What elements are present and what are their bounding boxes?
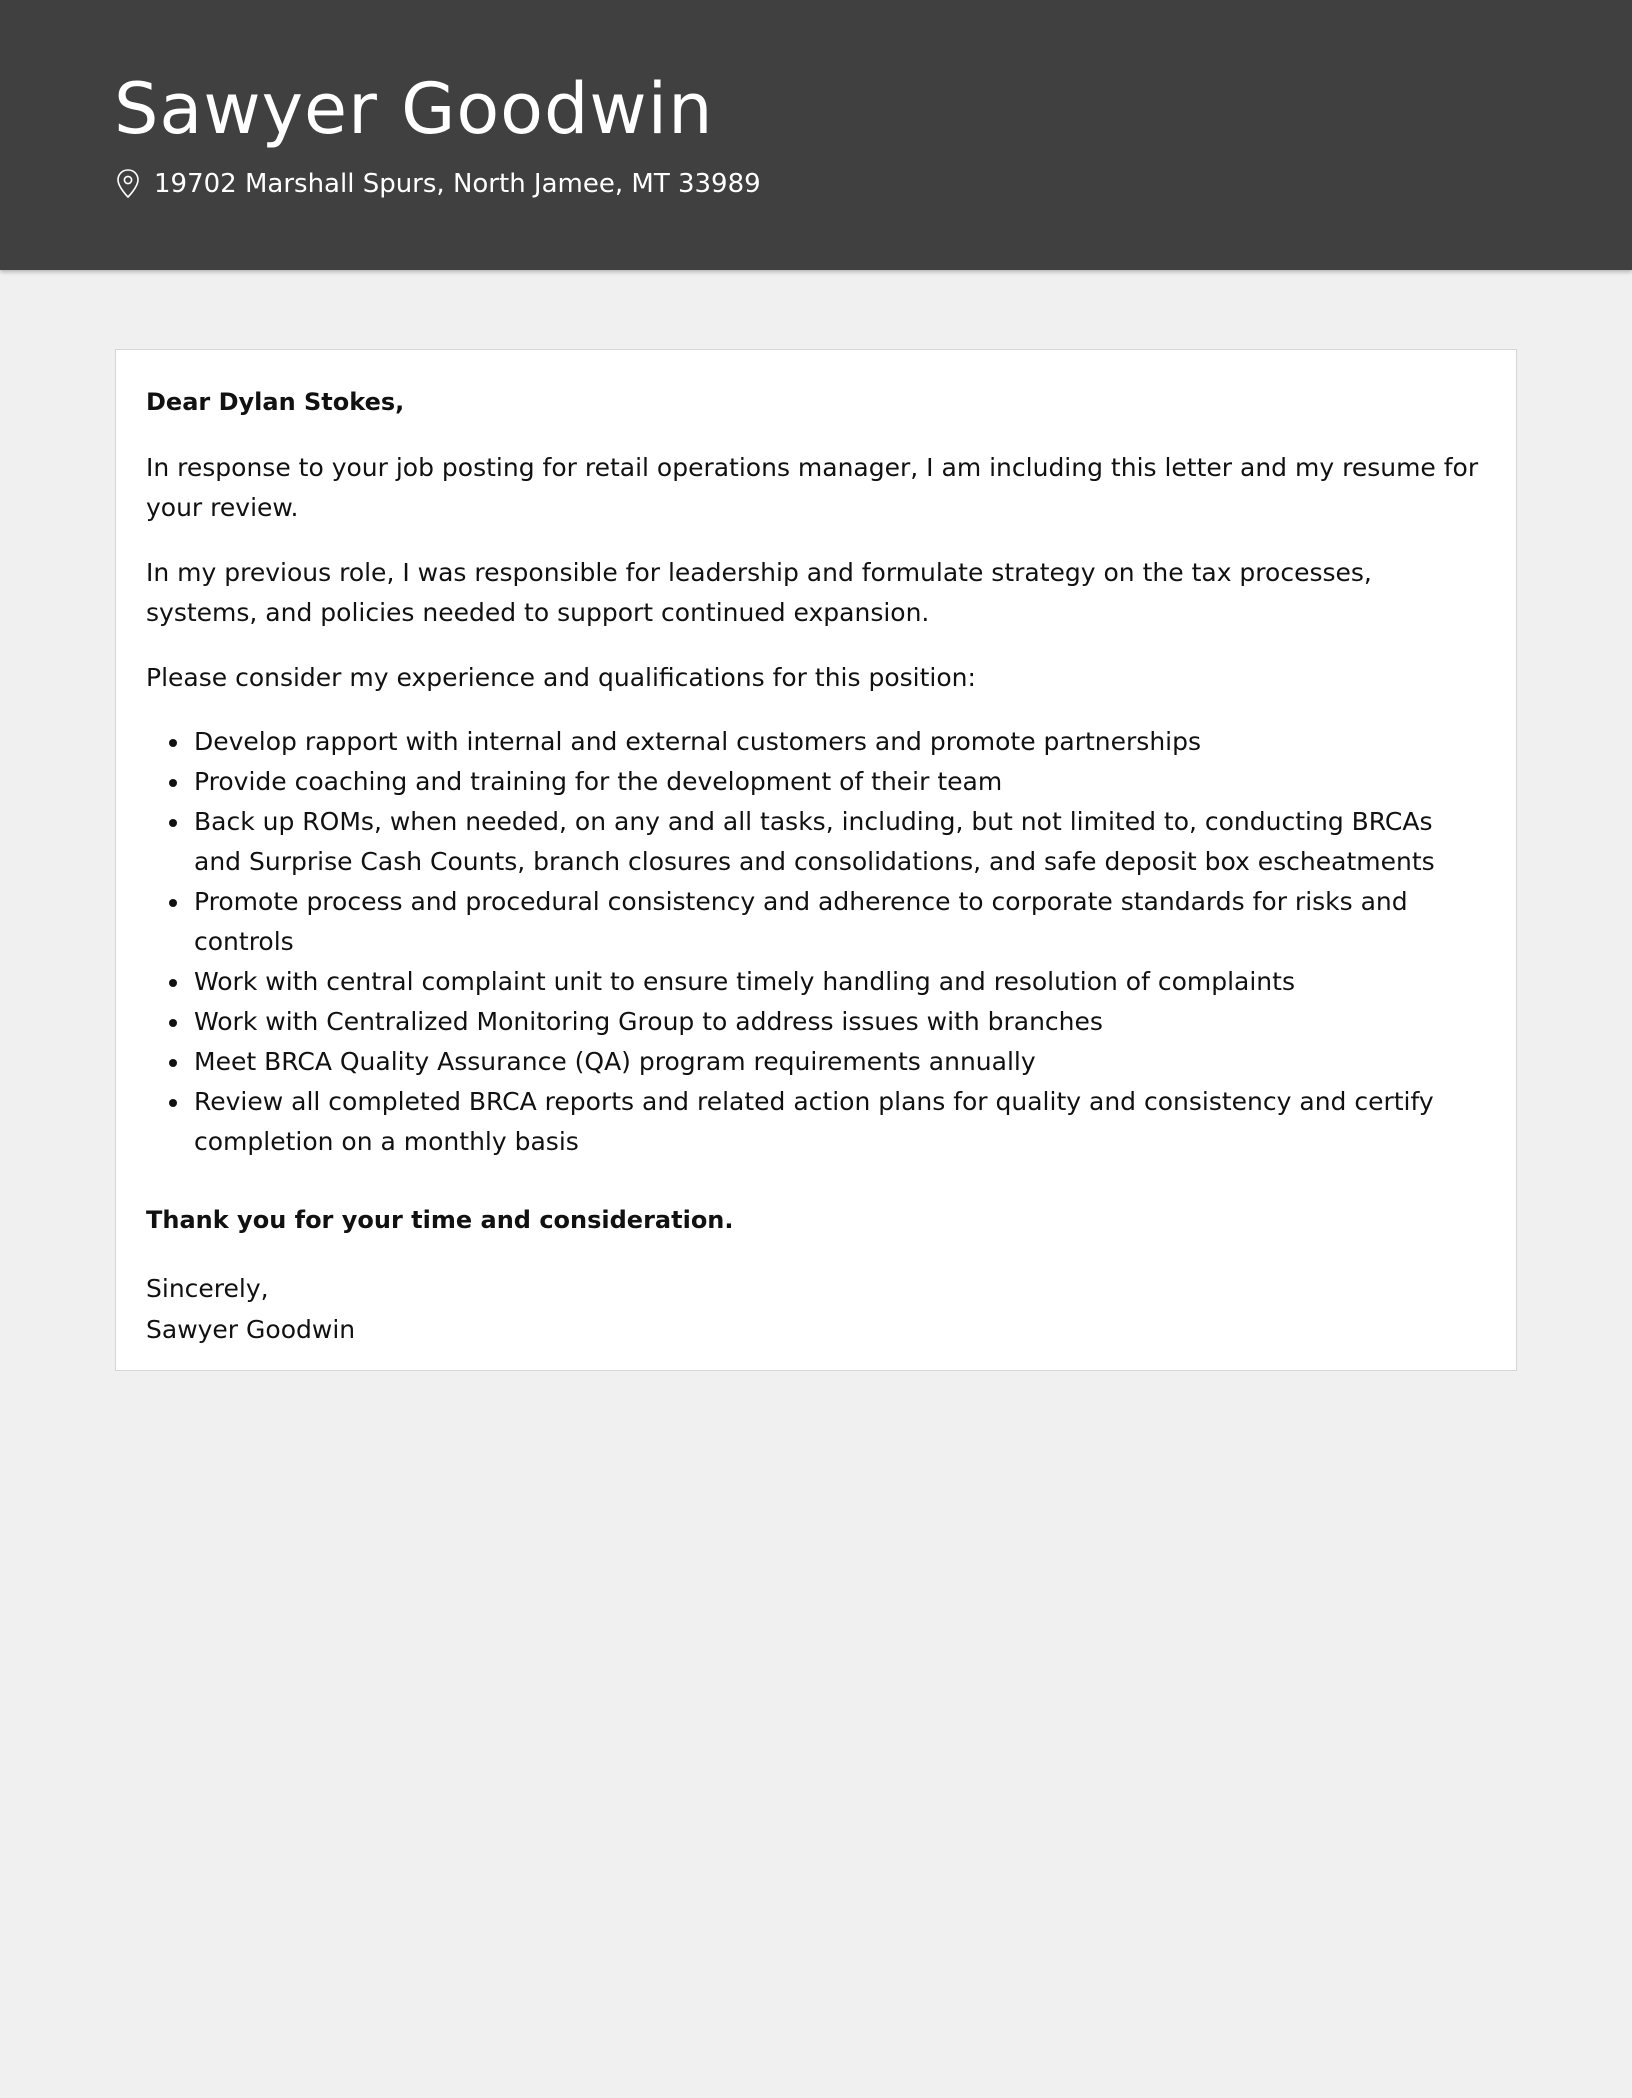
qualification-item: Work with Centralized Monitoring Group to address issues with branches bbox=[194, 1002, 1486, 1042]
location-pin-icon bbox=[114, 168, 142, 200]
cover-letter-card bbox=[115, 349, 1517, 1371]
qualification-item: Work with central complaint unit to ensure timely handling and resolution of complaints bbox=[194, 962, 1486, 1002]
salutation: Dear Dylan Stokes, bbox=[146, 388, 405, 416]
qualification-item: Develop rapport with internal and external customers and promote partnerships bbox=[194, 722, 1486, 762]
qualification-item: Back up ROMs, when needed, on any and all tasks, including, but not limited to, conducting BRCAs and Surprise Cash Counts, branch closures and consolidations, and safe deposit box escheatments bbox=[194, 802, 1486, 882]
signature: Sawyer Goodwin bbox=[146, 1315, 356, 1344]
experience-paragraph: In my previous role, I was responsible for leadership and formulate strategy on the tax processes, systems, and policies needed to support continued expansion. bbox=[146, 558, 1372, 627]
qualification-item: Review all completed BRCA reports and related action plans for quality and consistency and certify completion on a monthly basis bbox=[194, 1082, 1486, 1162]
applicant-name: Sawyer Goodwin bbox=[114, 68, 714, 150]
qualification-item: Promote process and procedural consistency and adherence to corporate standards for risks and controls bbox=[194, 882, 1486, 962]
qualification-item: Meet BRCA Quality Assurance (QA) program requirements annually bbox=[194, 1042, 1486, 1082]
thanks-line: Thank you for your time and consideration. bbox=[146, 1206, 734, 1234]
intro-paragraph: In response to your job posting for retail operations manager, I am including this letter and my resume for your review. bbox=[146, 453, 1479, 522]
address-text: 19702 Marshall Spurs, North Jamee, MT 33989 bbox=[154, 169, 761, 199]
qualifications-intro: Please consider my experience and qualifications for this position: bbox=[146, 663, 976, 692]
address-row bbox=[114, 166, 761, 202]
closing: Sincerely, bbox=[146, 1274, 269, 1303]
qualification-item: Provide coaching and training for the development of their team bbox=[194, 762, 1486, 802]
qualifications-list bbox=[194, 722, 1486, 1162]
page-header bbox=[0, 0, 1632, 270]
